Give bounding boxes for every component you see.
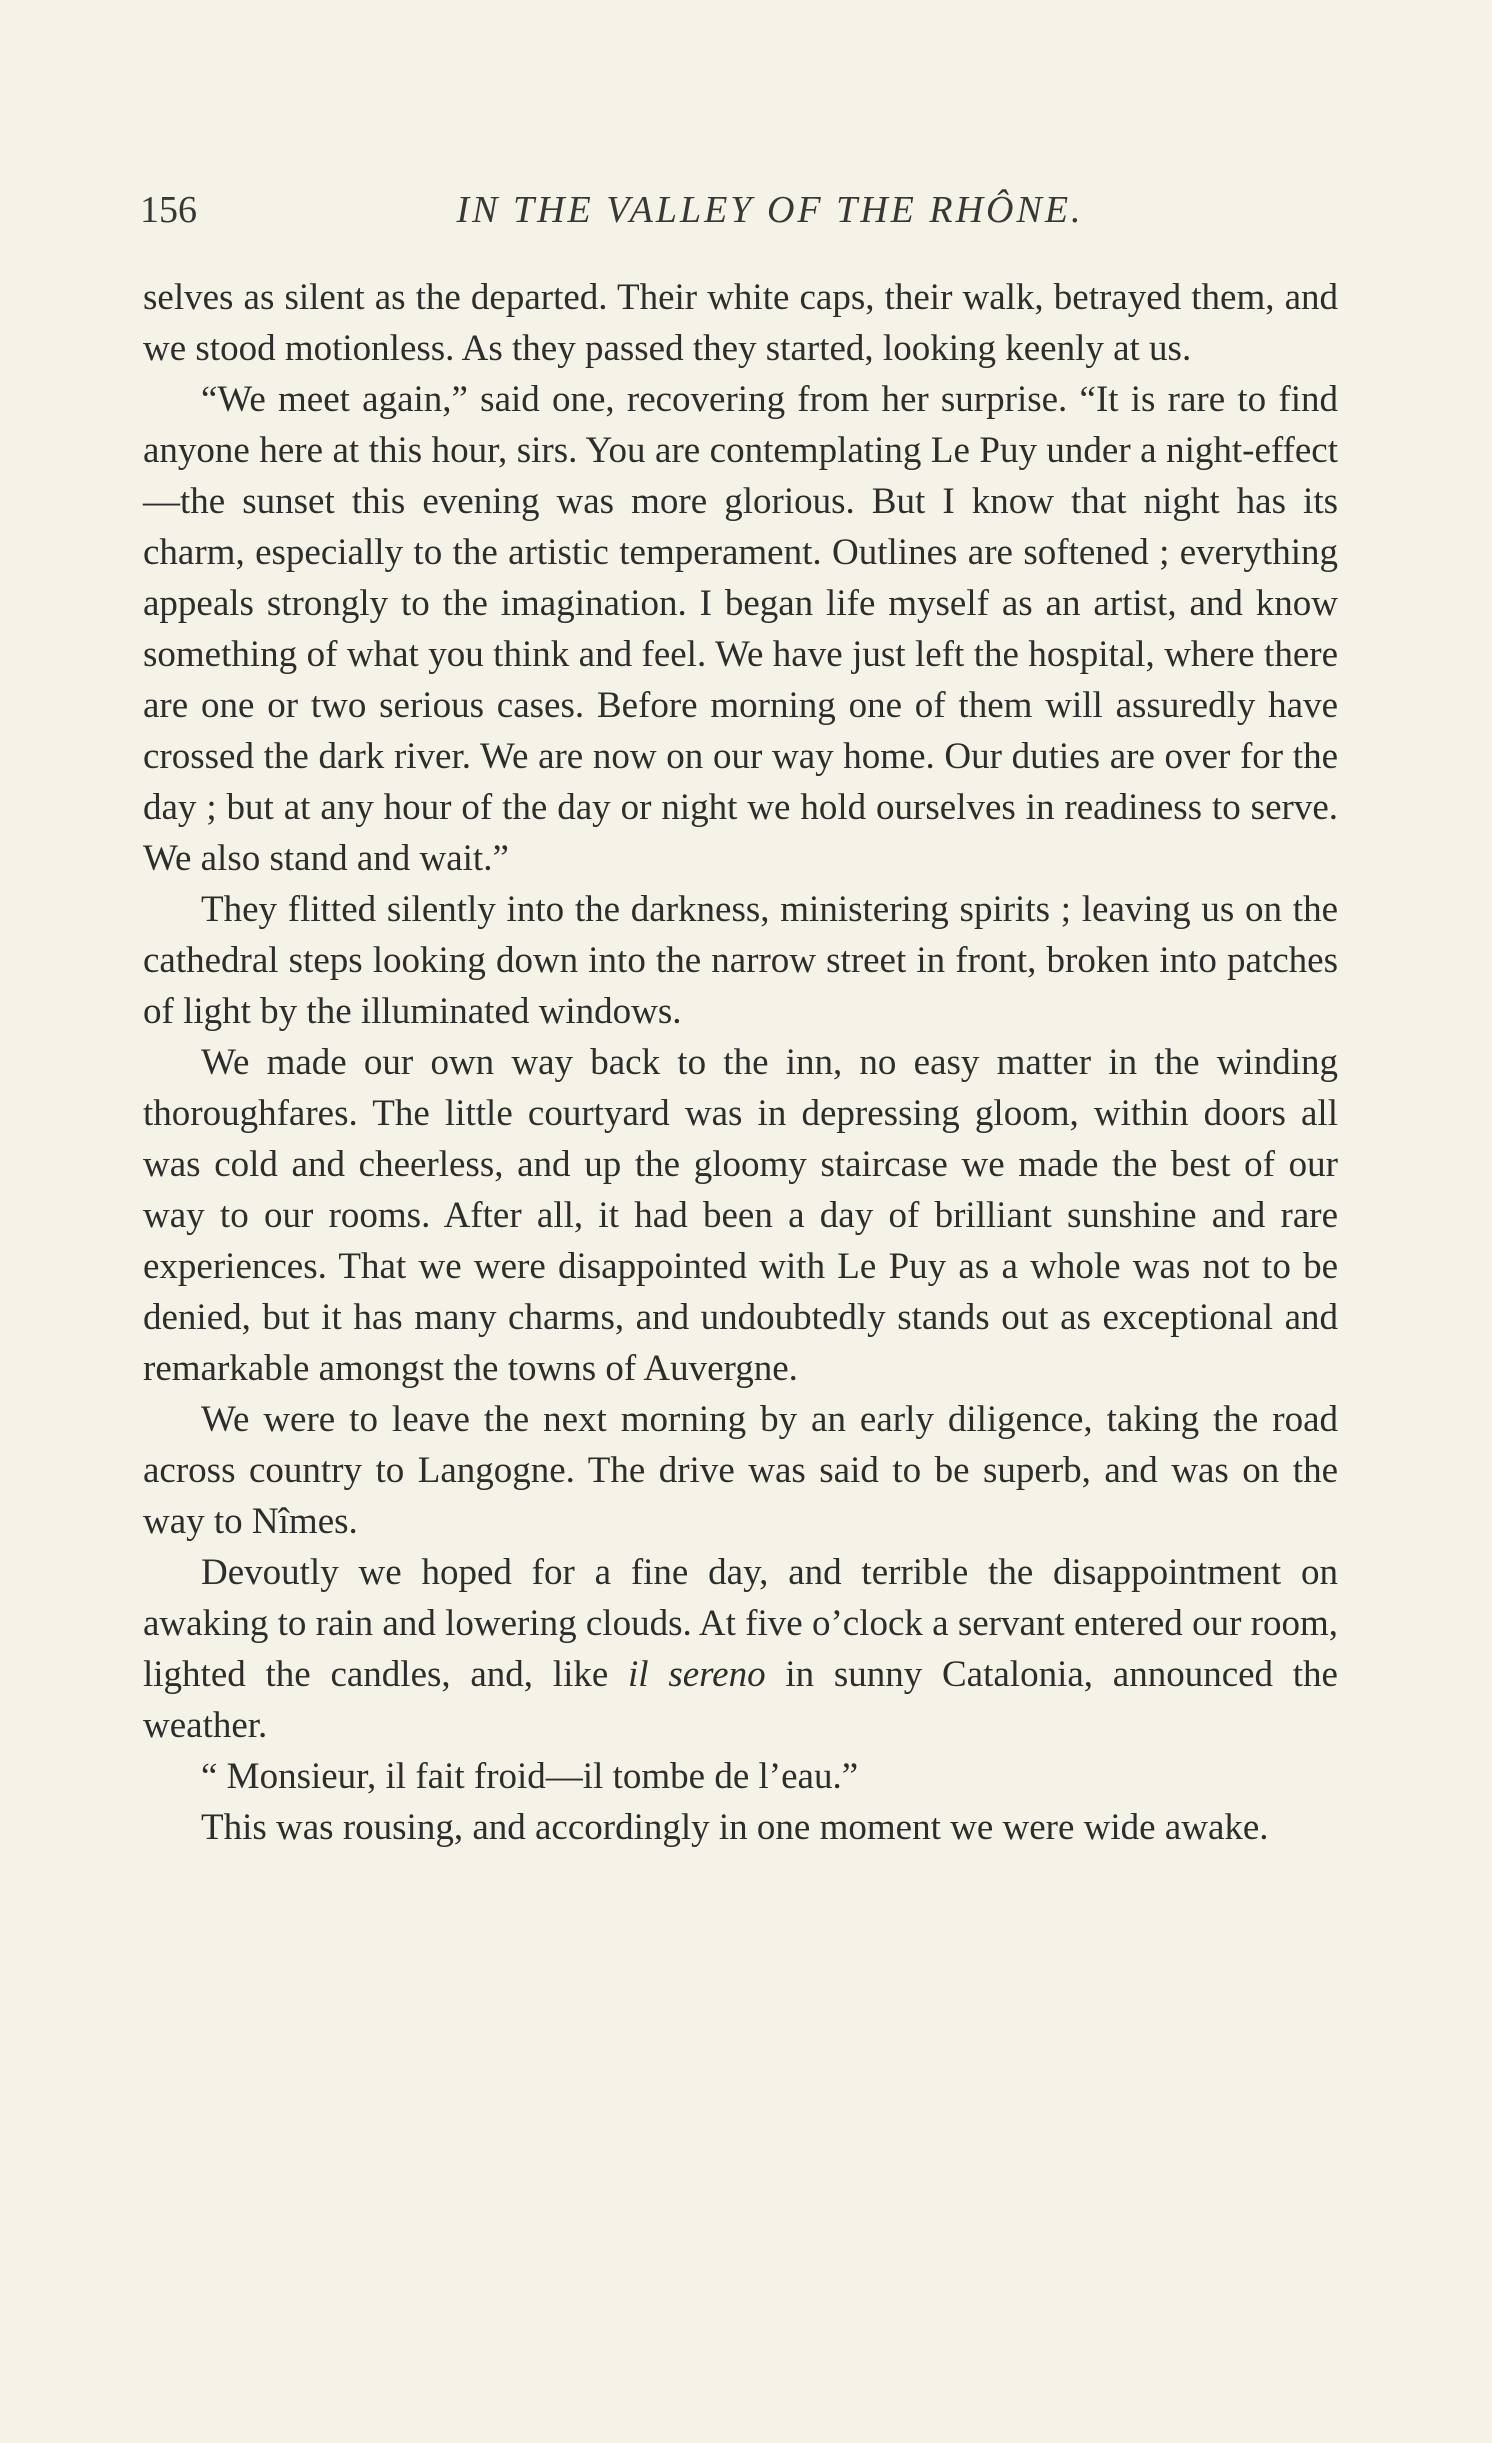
paragraph-servant-quote: “ Monsieur, il fait froid—il tombe de l’eau.”	[201, 1756, 859, 1797]
text-fragment: Devoutly we hoped for a fine day, and terrible the disappointment on awaking to rain and lowering clouds. At five o’clock a servant entered our room, lighted the candles, and, like	[143, 1552, 1338, 1695]
paragraph-diligence: We were to leave the next morning by an early diligence, taking the road across country to Langogne. The drive was said to be superb, and was on the way to Nîmes.	[143, 1399, 1338, 1542]
paragraph-departure: They flitted silently into the darkness, ministering spirits ; leaving us on the cathedral steps looking down into the narrow street in front, broken into patches of light by the illuminated windows.	[143, 889, 1338, 1032]
running-head: IN THE VALLEY OF THE RHÔNE.	[456, 189, 1084, 231]
text-fragment: in sunny Catalonia, announced the weather.	[143, 1654, 1338, 1746]
paragraph-wide-awake: This was rousing, and accordingly in one moment we were wide awake.	[201, 1807, 1269, 1848]
italic-phrase: il sereno	[628, 1654, 766, 1695]
page-number: 156	[140, 189, 197, 231]
page-header	[140, 180, 1340, 240]
paragraph-return-to-inn: We made our own way back to the inn, no easy matter in the winding thoroughfares. The little courtyard was in depressing gloom, within doors all was cold and cheerless, and up the gloomy staircase we made the best of our way to our rooms. After all, it had been a day of brilliant sunshine and rare experiences. That we were disappointed with Le Puy as a whole was not to be denied, but it has many charms, and undoubtedly stands out as exceptional and remarkable amongst the towns of Auvergne.	[143, 1042, 1338, 1389]
paragraph-continuation: selves as silent as the departed. Their white caps, their walk, betrayed them, and we stood motionless. As they passed they started, looking keenly at us.	[143, 277, 1338, 369]
body-text	[143, 272, 1338, 1853]
paragraph-nun-speech: “We meet again,” said one, recovering from her surprise. “It is rare to find anyone here at this hour, sirs. You are contemplating Le Puy under a night-effect—the sunset this evening was more glorious. But I know that night has its charm, especially to the artistic temperament. Outlines are softened ; everything appeals strongly to the imagination. I began life myself as an artist, and know something of what you think and feel. We have just left the hospital, where there are one or two serious cases. Before morning one of them will assuredly have crossed the dark river. We are now on our way home. Our duties are over for the day ; but at any hour of the day or night we hold ourselves in readiness to serve. We also stand and wait.”	[143, 379, 1338, 879]
paragraph-rainy-morning	[143, 1547, 1338, 1751]
